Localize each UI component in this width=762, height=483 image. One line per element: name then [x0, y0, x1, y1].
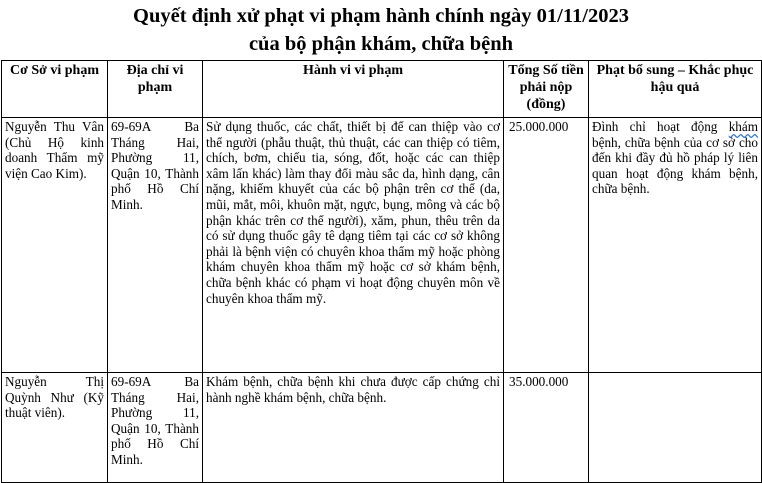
header-address: Địa chỉ vi phạm — [108, 61, 203, 118]
cell-facility: Nguyễn Thu Vân (Chủ Hộ kinh doanh Thẩm mỹ viện Cao Kim). — [2, 118, 108, 373]
violation-table — [1, 60, 762, 483]
header-violation: Hành vi vi phạm — [203, 61, 504, 118]
document-title — [0, 2, 762, 58]
cell-fine: 25.000.000 — [504, 118, 589, 373]
cell-fine: 35.000.000 — [504, 373, 589, 483]
title-line-1: Quyết định xử phạt vi phạm hành chính ngày 01/11/2023 — [133, 5, 629, 27]
cell-remedy — [589, 373, 762, 483]
spellcheck-flagged-word: khám — [728, 119, 758, 134]
header-fine: Tổng Số tiền phải nộp (đồng) — [504, 61, 589, 118]
cell-remedy — [589, 118, 762, 373]
header-facility: Cơ Sở vi phạm — [2, 61, 108, 118]
cell-address: 69-69A Ba Tháng Hai, Phường 11, Quận 10, Thành phố Hồ Chí Minh. — [108, 373, 203, 483]
remedy-text-start: Đình chỉ hoạt động — [592, 119, 718, 134]
table-header-row — [2, 61, 762, 118]
cell-violation: Khám bệnh, chữa bệnh khi chưa được cấp chứng chỉ hành nghề khám bệnh, chữa bệnh. — [203, 373, 504, 483]
cell-violation: Sử dụng thuốc, các chất, thiết bị để can thiệp vào cơ thể người (phẫu thuật, thủ thuật, các can thiệp có tiêm, chích, bơm, chiếu tia, sóng, đốt, hoặc các can thiệp xâm lấn khác) làm thay đổi màu sắc da, hình dạng, cân nặng, khiếm khuyết của các bộ phận trên cơ thể (da, mũi, mắt, môi, khuôn mặt, ngực, bụng, mông và các bộ phận khác trên cơ thể người), xăm, phun, thêu trên da có sử dụng thuốc gây tê dạng tiêm tại các cơ sở không phải là bệnh viện có chuyên khoa thẩm mỹ hoặc phòng khám chuyên khoa thẩm mỹ hoặc cơ sở khám bệnh, chữa bệnh khác có phạm vi hoạt động chuyên môn về chuyên khoa thẩm mỹ. — [203, 118, 504, 373]
table-row — [2, 118, 762, 373]
remedy-text-end: bệnh, chữa bệnh của cơ sở cho đến khi đầy đủ hồ pháp lý liên quan hoạt động khám bệnh, chữa bệnh. — [592, 134, 758, 197]
title-line-2: của bộ phận khám, chữa bệnh — [248, 33, 514, 55]
cell-address: 69-69A Ba Tháng Hai, Phường 11, Quận 10, Thành phố Hồ Chí Minh. — [108, 118, 203, 373]
cell-facility: Nguyễn Thị Quỳnh Như (Kỹ thuật viên). — [2, 373, 108, 483]
header-remedy: Phạt bổ sung – Khắc phục hậu quả — [589, 61, 762, 118]
table-row — [2, 373, 762, 483]
